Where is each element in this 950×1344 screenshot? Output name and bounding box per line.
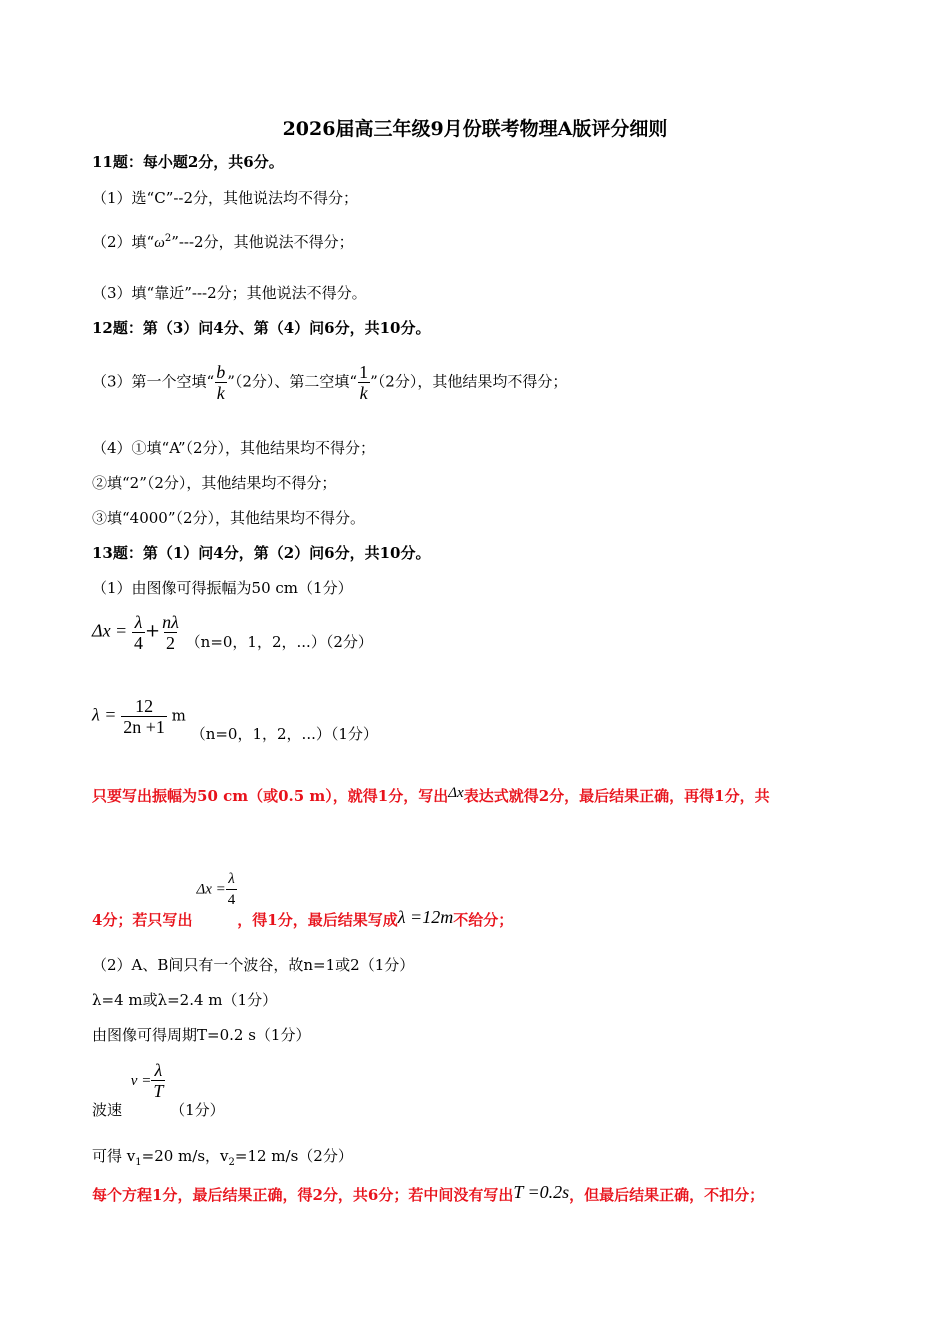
fraction-1-over-k: $\frac{1}{k}$ <box>359 362 369 403</box>
equation-wave-speed: 波速 v = $\frac{\lambda}{T}$ （1分） <box>92 1060 225 1119</box>
q11-line-1: （1）选“C”--2分，其他说法均不得分； <box>92 189 359 207</box>
q13-part2-line-2: λ=4 m或λ=2.4 m（1分） <box>92 991 278 1009</box>
q11-line-3: （3）填“靠近”---2分；其他说法不得分。 <box>92 284 367 302</box>
q11-header: 11题：每小题2分，共6分。 <box>92 153 284 171</box>
q13-part2-result: 可得 $v_1=20$ m/s，$v_2=12$ m/s（2分） <box>92 1147 353 1168</box>
omega-symbol: ω <box>154 235 165 251</box>
q12-line-1: （3）第一个空填“ $\frac{b}{k}$ ”（2分）、第二空填“ $\frac{1}{k}$ ”（2分），其他结果均不得分； <box>92 362 568 403</box>
scoring-note-2: 4分；若只写出Δx = $\frac{\lambda}{4}$ ，得1分，最后结果写成λ =12m不给分； <box>92 871 514 929</box>
fraction-b-over-k: $\frac{b}{k}$ <box>216 362 226 403</box>
page-title: 2026届高三年级9月份联考物理A版评分细则 <box>282 118 668 140</box>
q12-header: 12题：第（3）问4分、第（4）问6分，共10分。 <box>92 319 431 337</box>
scoring-note-1: 只要写出振幅为50 cm（或0.5 m），就得1分，写出Δx表达式就得2分，最后结果正确，再得1分，共 <box>92 785 770 805</box>
q11-line-2: （2）填“$\omega^2”---2$分，其他说法不得分； <box>92 233 354 251</box>
q13-part2-line-3: 由图像可得周期T=0.2 s（1分） <box>92 1026 311 1044</box>
q13-line-1: （1）由图像可得振幅为50 cm（1分） <box>92 579 353 597</box>
q12-line-4: ③填“4000”（2分），其他结果均不得分。 <box>92 509 366 527</box>
equation-lambda: λ = $\frac{12}{2n +1}$ m （n=0，1，2，...）（1分） <box>92 696 378 743</box>
q13-part2-line-1: （2）A、B间只有一个波谷，故n=1或2（1分） <box>92 956 415 974</box>
q13-header: 13题：第（1）问4分，第（2）问6分，共10分。 <box>92 544 431 562</box>
equation-delta-x: Δx = $\frac{\lambda}{4}$ + $\frac{n\lambda}{2}$ （n=0，1，2，...）（2分） <box>92 612 373 653</box>
q12-line-3: ②填“2”（2分），其他结果均不得分； <box>92 474 337 492</box>
q12-line-2: （4）①填“A”（2分），其他结果均不得分； <box>92 439 376 457</box>
scoring-note-3: 每个方程1分，最后结果正确，得2分，共6分；若中间没有写出T =0.2s，但最后结果正确，不扣分； <box>92 1182 765 1204</box>
